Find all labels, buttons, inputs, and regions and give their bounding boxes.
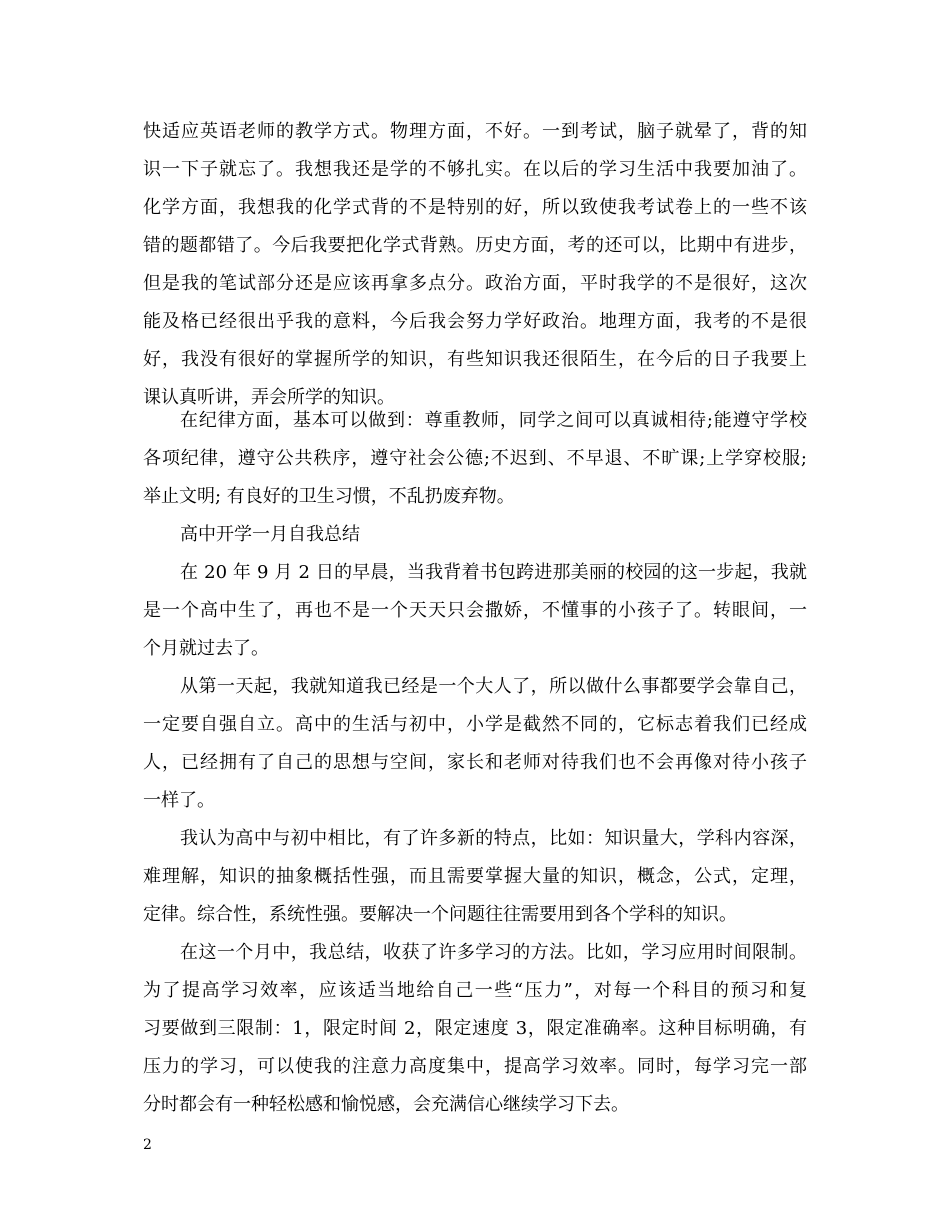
text-line: 一样了。 (143, 790, 215, 811)
section-heading: 高中开学一月自我总结 (180, 524, 360, 545)
text-line: 分时都会有一种轻松感和愉悦感，会充满信心继续学习下去。 (143, 1094, 629, 1115)
text-line: 快适应英语老师的教学方式。物理方面，不好。一到考试，脑子就晕了，背的知 (143, 121, 807, 142)
text-line: 压力的学习，可以使我的注意力高度集中，提高学习效率。同时，每学习完一部 (143, 1056, 807, 1077)
text-line: 定律。综合性，系统性强。要解决一个问题往往需要用到各个学科的知识。 (143, 904, 737, 925)
text-line: 化学方面，我想我的化学式背的不是特别的好，所以致使我考试卷上的一些不该 (143, 197, 807, 218)
text-line: 为了提高学习效率，应该适当地给自己一些“压力”，对每一个科目的预习和复 (143, 980, 807, 1001)
paragraph-first-line: 在纪律方面，基本可以做到：尊重教师，同学之间可以真诚相待;能遵守学校 (180, 410, 807, 431)
text-line: 一定要自强自立。高中的生活与初中，小学是截然不同的，它标志着我们已经成 (143, 714, 807, 735)
text-line: 是一个高中生了，再也不是一个天天只会撒娇，不懂事的小孩子了。转眼间，一 (143, 600, 807, 621)
text-line: 识一下子就忘了。我想我还是学的不够扎实。在以后的学习生活中我要加油了。 (143, 159, 807, 180)
paragraph-first-line: 在 20 年 9 月 2 日的早晨，当我背着书包跨进那美丽的校园的这一步起，我就 (180, 562, 807, 583)
text-line: 错的题都错了。今后我要把化学式背熟。历史方面，考的还可以，比期中有进步， (143, 235, 807, 256)
paragraph-first-line: 从第一天起，我就知道我已经是一个大人了，所以做什么事都要学会靠自己， (180, 676, 807, 697)
text-line: 课认真听讲，弄会所学的知识。 (143, 387, 395, 408)
text-line: 举止文明; 有良好的卫生习惯，不乱扔废弃物。 (143, 486, 515, 507)
text-line: 人，已经拥有了自己的思想与空间，家长和老师对待我们也不会再像对待小孩子 (143, 752, 807, 773)
text-line: 习要做到三限制：1，限定时间 2，限定速度 3，限定准确率。这种目标明确，有 (143, 1018, 807, 1039)
text-line: 但是我的笔试部分还是应该再拿多点分。政治方面，平时我学的不是很好，这次 (143, 273, 807, 294)
text-line: 难理解，知识的抽象概括性强，而且需要掌握大量的知识，概念，公式，定理， (143, 866, 807, 887)
text-line: 个月就过去了。 (143, 638, 269, 659)
page-number: 2 (143, 1137, 152, 1153)
paragraph-first-line: 我认为高中与初中相比，有了许多新的特点，比如：知识量大，学科内容深， (180, 828, 807, 849)
text-line: 好，我没有很好的掌握所学的知识，有些知识我还很陌生，在今后的日子我要上 (143, 349, 807, 370)
text-line: 各项纪律，遵守公共秩序，遵守社会公德;不迟到、不早退、不旷课;上学穿校服; (143, 448, 807, 469)
paragraph-first-line: 在这一个月中，我总结，收获了许多学习的方法。比如，学习应用时间限制。 (180, 942, 807, 963)
text-line: 能及格已经很出乎我的意料，今后我会努力学好政治。地理方面，我考的不是很 (143, 311, 807, 332)
